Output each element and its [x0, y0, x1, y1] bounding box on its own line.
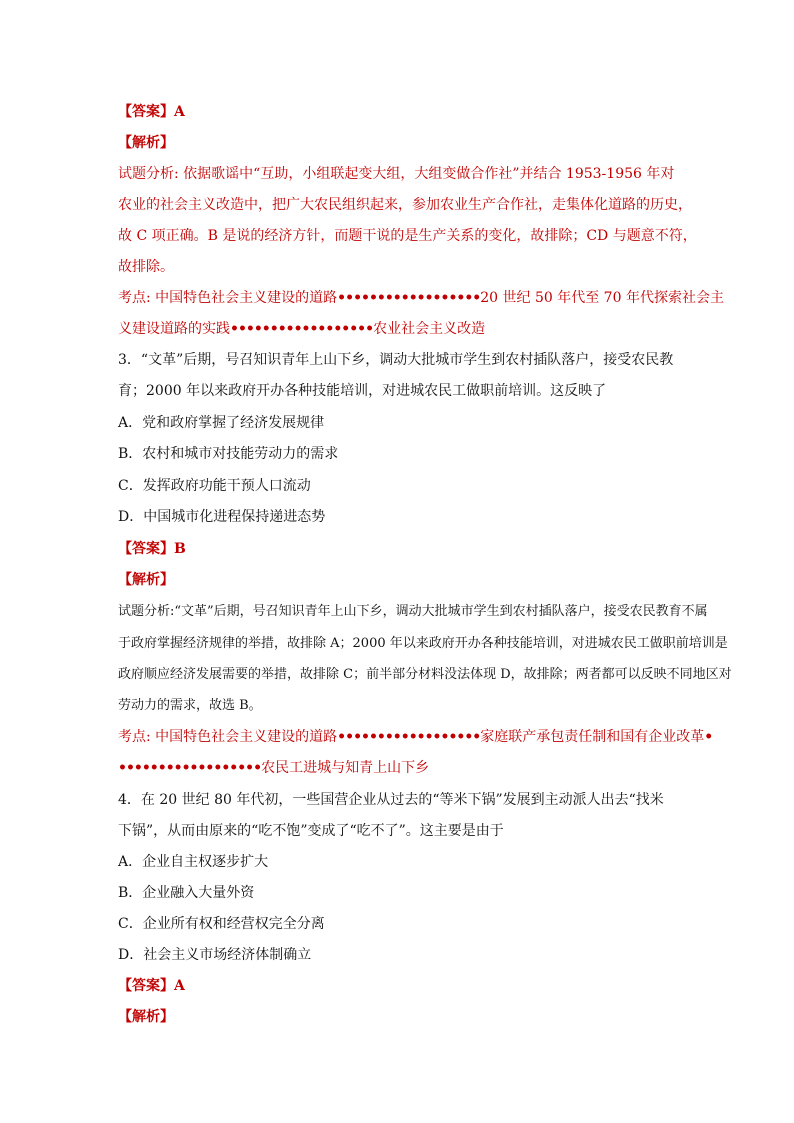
kaodian-text: 考点: 中国特色社会主义建设的道路	[118, 290, 338, 306]
question-stem: 3．“文革”后期，号召知识青年上山下乡，调动大批城市学生到农村插队落户，接受农民教	[118, 352, 674, 368]
answer-line	[118, 539, 186, 559]
option-c: C．企业所有权和经营权完全分离	[118, 916, 325, 932]
analysis-text: 农业的社会主义改造中，把广大农民组织起来，参加农业生产合作社，走集体化道路的历史，	[118, 197, 692, 213]
kaodian-text: 义建设道路的实践	[118, 321, 230, 337]
kaodian-text: 考点: 中国特色社会主义建设的道路	[118, 729, 338, 745]
option-a: A．企业自主权逐步扩大	[118, 854, 269, 870]
analysis-text: 劳动力的需求，故选 B。	[118, 698, 262, 713]
dot-leader: ••••••••••••••••••	[118, 760, 262, 776]
analysis-text: 试题分析:“文革”后期，号召知识青年上山下乡，调动大批城市学生到农村插队落户，接受农民教育不属	[118, 604, 708, 619]
kaodian-text: 农民工进城与知青上山下乡	[261, 760, 430, 776]
question-stem: 下锅”，从而由原来的“吃不饱”变成了“吃不了”。这主要是由于	[118, 823, 504, 839]
kaodian-line	[118, 727, 712, 747]
option-d: D．中国城市化进程保持递进态势	[118, 509, 326, 525]
kaodian-text: 20 世纪 50 年代至 70 年代探索社会主	[480, 290, 724, 306]
option-b: B．企业融入大量外资	[118, 885, 255, 901]
analysis-text: 于政府掌握经济规律的举措，故排除 A；2000 年以来政府开办各种技能培训，对进城农民工做职前培训是	[118, 636, 728, 651]
option-d: D．社会主义市场经济体制确立	[118, 947, 312, 963]
option-b: B．农村和城市对技能劳动力的需求	[118, 446, 339, 462]
question-stem: 育；2000 年以来政府开办各种技能培训，对进城农民工做职前培训。这反映了	[118, 383, 607, 399]
option-a: A．党和政府掌握了经济发展规律	[118, 415, 325, 431]
answer-label: 【答案】	[118, 104, 174, 120]
dot-leader: ••••••••••••••••••	[337, 290, 481, 306]
analysis-label: 【解析】	[118, 135, 174, 151]
answer-value: B	[174, 541, 186, 557]
analysis-text: 故 C 项正确。B 是说的经济方针，而题干说的是生产关系的变化，故排除；CD 与题意不符，	[118, 228, 697, 244]
analysis-text: 试题分析: 依据歌谣中“互助，小组联起变大组，大组变做合作社”并结合 1953-1956 年对	[118, 166, 675, 182]
analysis-text: 故排除。	[118, 259, 174, 275]
dot-leader: •	[704, 729, 713, 745]
answer-line	[118, 102, 185, 122]
dot-leader: ••••••••••••••••••	[337, 729, 481, 745]
dot-leader: ••••••••••••••••••	[230, 321, 374, 337]
answer-value: A	[174, 978, 185, 994]
option-c: C．发挥政府功能干预人口流动	[118, 478, 311, 494]
analysis-label: 【解析】	[118, 572, 174, 588]
answer-label: 【答案】	[118, 978, 174, 994]
kaodian-line	[118, 288, 724, 308]
answer-label: 【答案】	[118, 541, 174, 557]
answer-line	[118, 976, 185, 996]
answer-value: A	[174, 104, 185, 120]
kaodian-text: 农业社会主义改造	[373, 321, 486, 337]
question-stem: 4．在 20 世纪 80 年代初，一些国营企业从过去的“等米下锅”发展到主动派人出去“找米	[118, 792, 664, 808]
kaodian-text: 家庭联产承包责任制和国有企业改革	[480, 729, 705, 745]
analysis-text: 政府顺应经济发展需要的举措，故排除 C；前半部分材料没法体现 D，故排除；两者都可以反映不同地区对	[118, 667, 732, 682]
analysis-label: 【解析】	[118, 1009, 174, 1025]
kaodian-line	[118, 758, 429, 778]
kaodian-line	[118, 319, 485, 339]
